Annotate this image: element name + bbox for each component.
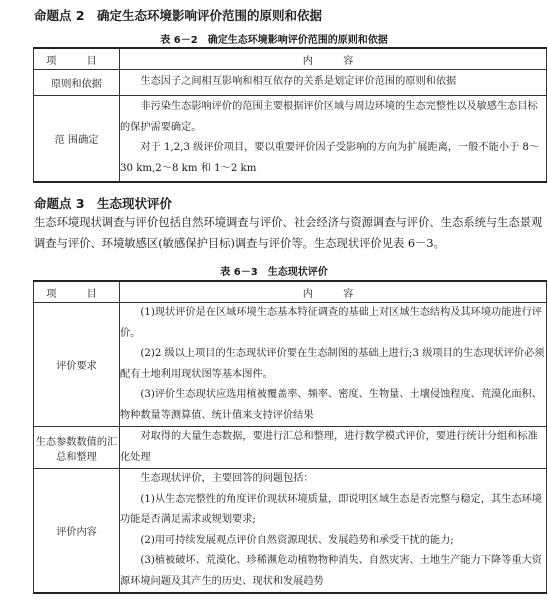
content-paragraph: (3)植被破坏、荒漠化、珍稀濒危动植物物种消失、自然灾害、土地生产能力下降等重大资源环境问题及其产生的历史、现状和发展趋势 [120, 555, 542, 587]
table-6-2 [33, 47, 547, 183]
row-content [120, 427, 547, 469]
content-paragraph: (2)2 级以上项目的生态现状评价要在生态制图的基础上进行;3 级项目的生态现状评价必须配有土地利用现状图等基本图件。 [120, 348, 545, 380]
table-row [34, 70, 547, 96]
row-item: 原则和依据 [34, 70, 120, 96]
content-paragraph: 生态因子之间相互影响和相互依存的关系是划定评价范围的原则和依据 [140, 76, 457, 88]
table-row [34, 469, 547, 594]
table-caption-6-3: 表 6－3 生态现状评价 [220, 267, 328, 278]
row-item: 评价内容 [34, 469, 120, 594]
row-item: 评价要求 [34, 303, 120, 427]
row-item: 范 围确定 [34, 96, 120, 182]
content-paragraph: (1)从生态完整性的角度评价现状环境质量，即说明区域生态是否完整与稳定，其生态环境功能是否满足需求或规划要求; [120, 493, 542, 525]
intro-paragraph: 生态环境现状调查与评价包括自然环境调查与评价、社会经济与资源调查与评价、生态系统与生态景观调查与评价、环境敏感区(敏感保护目标)调查与评价等。生态现状评价见表 6－3。 [34, 216, 543, 250]
header-content: 内 容 [120, 48, 547, 70]
content-paragraph: (1)现状评价是在区域环境生态基本特征调查的基础上对区域生态结构及其环境功能进行评价。 [120, 307, 542, 339]
table-header-row [34, 48, 547, 70]
content-paragraph: (3)评价生态现状应选用植被覆盖率、频率、密度、生物量、土壤侵蚀程度、荒漠化面积、物种数量等测算值、统计值来支持评价结果 [120, 389, 542, 421]
header-item: 项 目 [34, 48, 120, 70]
section-heading-2: 命题点 2 确定生态环境影响评价范围的原则和依据 [34, 8, 323, 23]
table-row [34, 303, 547, 427]
content-paragraph: 生态现状评价，主要回答的问题包括： [140, 473, 314, 484]
content-paragraph: 非污染生态影响评价的范围主要根据评价区域与周边环境的生态完整性以及敏感生态目标的保护需要确定。 [120, 101, 538, 133]
table-row [34, 427, 547, 469]
row-content [120, 303, 547, 427]
row-content [120, 96, 547, 182]
header-item: 项 目 [34, 281, 120, 303]
table-caption-6-2: 表 6－2 确定生态环境影响评价范围的原则和依据 [160, 35, 388, 46]
content-paragraph: (2)用可持续发展观点评价自然资源现状、发展趋势和承受干扰的能力; [140, 534, 454, 546]
content-paragraph: 对取得的大量生态数据，要进行汇总和整理，进行数学模式评价，要进行统计分组和标准化处理 [120, 431, 538, 463]
table-6-3 [33, 280, 547, 594]
content-paragraph: 对于 1,2,3 级评价项目，要以重要评价因子受影响的方向为扩展距离，一般不能小于 8～30 km,2～8 km 和 1～2 km [120, 142, 540, 174]
row-item: 生态参数数值的汇总和整理 [34, 427, 120, 469]
table-header-row [34, 281, 547, 303]
table-row [34, 96, 547, 182]
section-heading-3: 命题点 3 生态现状评价 [34, 196, 173, 211]
row-content [120, 469, 547, 594]
row-content [120, 70, 547, 96]
header-content: 内 容 [120, 281, 547, 303]
